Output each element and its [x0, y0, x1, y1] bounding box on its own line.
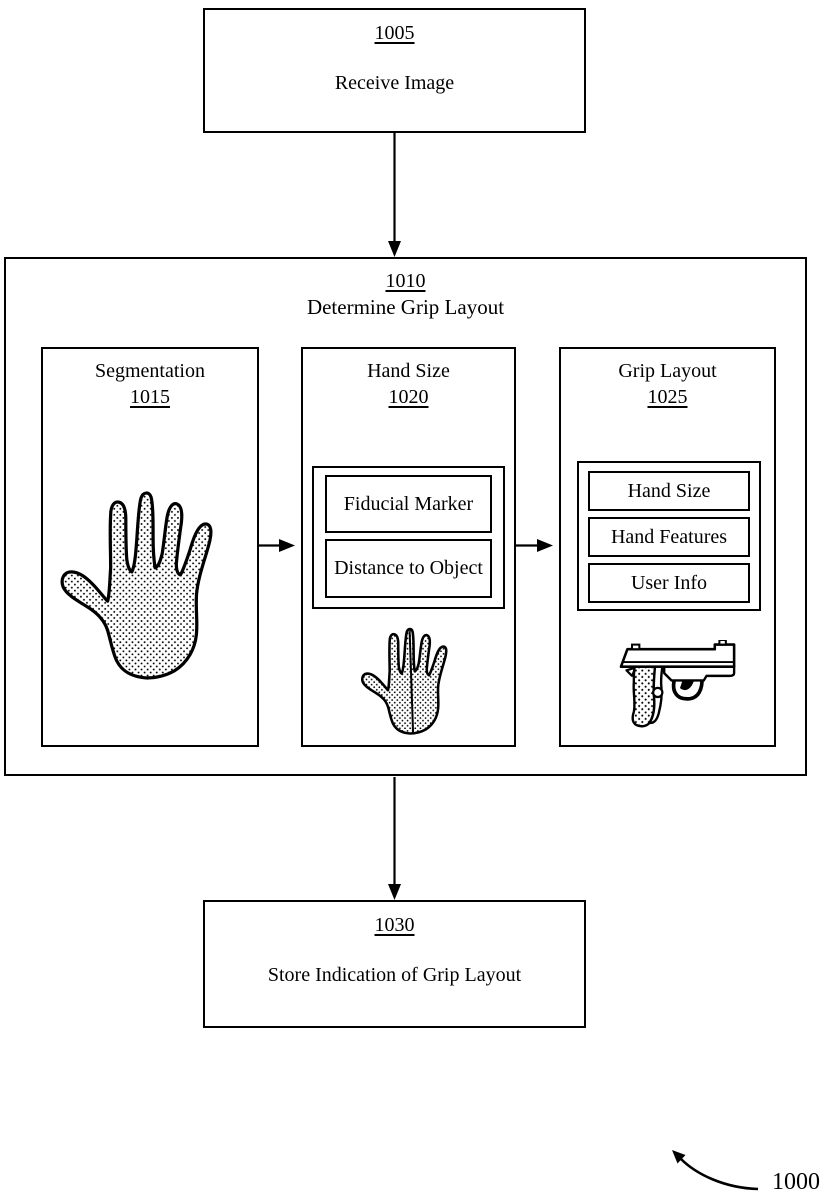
curved-reference-arrow-icon [672, 1150, 758, 1189]
box-label: Hand Size [367, 360, 450, 382]
ref-number: 1030 [374, 914, 415, 936]
item-distance-to-object: Distance to Object [325, 539, 492, 598]
flow-box-grip-layout [559, 347, 776, 747]
ref-number: 1005 [374, 22, 415, 44]
flow-box-store-indication [203, 900, 586, 1028]
grip-layout-inputs-frame [577, 461, 761, 611]
arrow-receive-to-determine [388, 133, 401, 257]
flow-box-receive-image [203, 8, 586, 133]
ref-number: 1025 [647, 386, 688, 408]
ref-number: 1020 [388, 386, 429, 408]
item-hand-features: Hand Features [588, 517, 750, 557]
pistol-icon [618, 640, 738, 732]
measured-hand-icon [360, 620, 457, 742]
figure-reference-label: 1000 [772, 1169, 820, 1195]
open-hand-icon [57, 489, 231, 681]
box-label: Receive Image [334, 72, 455, 94]
box-label: Segmentation [95, 360, 205, 382]
flow-box-hand-size [301, 347, 516, 747]
item-fiducial-marker: Fiducial Marker [325, 475, 492, 533]
item-user-info: User Info [588, 563, 750, 603]
arrow-determine-to-store [388, 777, 401, 900]
hand-size-factors-frame [312, 466, 505, 609]
flow-box-segmentation [41, 347, 259, 747]
item-hand-size: Hand Size [588, 471, 750, 511]
ref-number: 1015 [130, 386, 170, 408]
flow-box-determine-grip-layout [4, 257, 807, 776]
ref-number: 1010 [385, 270, 426, 292]
box-label: Determine Grip Layout [306, 295, 505, 319]
box-label: Store Indication of Grip Layout [267, 964, 522, 986]
box-label: Grip Layout [618, 360, 717, 382]
